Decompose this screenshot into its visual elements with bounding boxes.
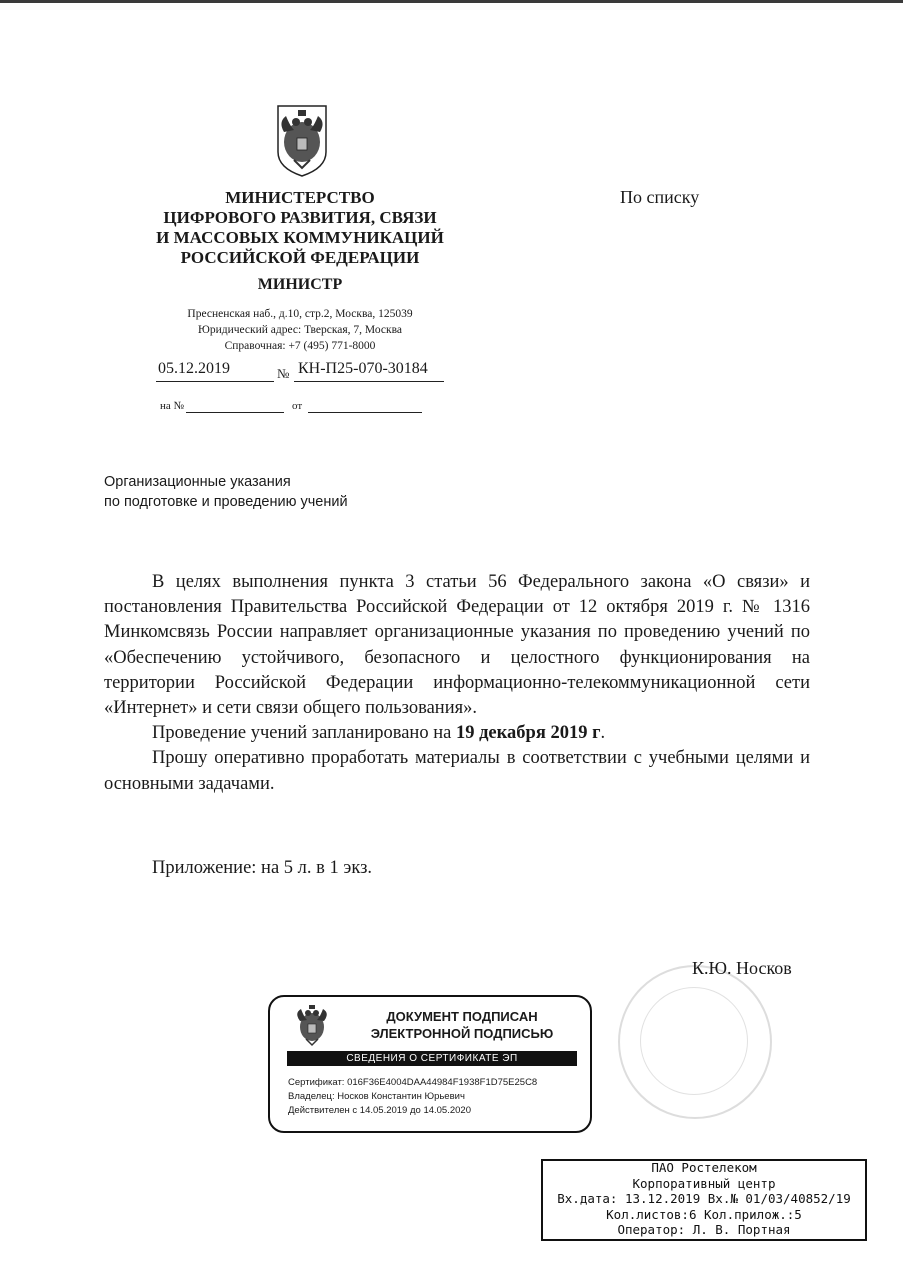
- subject-line: по подготовке и проведению учений: [104, 494, 348, 510]
- body-text-span: Проведение учений запланировано на: [152, 723, 456, 744]
- body-text-span: .: [600, 723, 606, 744]
- stamp-line: Корпоративный центр: [632, 1175, 776, 1191]
- phone-line: Справочная: +7 (495) 771-8000: [224, 340, 376, 352]
- seal-inner-ring: [640, 987, 748, 1095]
- body-paragraph: В целях выполнения пункта 3 статьи 56 Федерального закона «О связи» и постановления Правительства Российской Федерации от 12 октября 2019 г. № 1316 Минкомсвязь России направляет организационные указания по проведению учений по «Обеспечению устойчивого, безопасного и целостного функционирования на территории Российской Федерации информационно-телекоммуникационной сети «Интернет» и сети связи общего пользования».: [104, 572, 810, 719]
- stamp-line: ПАО Ростелеком: [651, 1160, 757, 1175]
- document-date: 05.12.2019: [158, 360, 230, 377]
- reference-date-label: от: [292, 400, 303, 412]
- russian-coat-of-arms-icon: [272, 102, 332, 178]
- stamp-line: Вх.дата: 13.12.2019 Вх.№ 01/03/40852/19: [557, 1191, 851, 1206]
- body-paragraph: [104, 721, 810, 746]
- ministry-line: МИНИСТЕРСТВО: [225, 188, 375, 207]
- document-number: КН-П25-070-30184: [298, 360, 428, 377]
- e-signature-title: [344, 1008, 580, 1042]
- e-signature-title-line: ДОКУМЕНТ ПОДПИСАН: [386, 1009, 538, 1024]
- number-underline: [294, 381, 444, 382]
- subject: [104, 472, 348, 512]
- coat-of-arms-icon: [292, 1003, 332, 1047]
- date-underline: [156, 381, 274, 382]
- stamp-line: Кол.листов:6 Кол.прилож.:5: [606, 1206, 802, 1222]
- position-title: МИНИСТР: [257, 276, 343, 293]
- e-signature-title-line: ЭЛЕКТРОННОЙ ПОДПИСЬЮ: [370, 1026, 554, 1041]
- top-border: [0, 0, 903, 3]
- reference-date-line: [308, 412, 422, 413]
- legal-address-line: Юридический адрес: Тверская, 7, Москва: [198, 324, 402, 336]
- number-sign: №: [277, 366, 290, 381]
- stamp-line: Оператор: Л. В. Портная: [617, 1222, 791, 1237]
- incoming-stamp: [541, 1160, 867, 1238]
- signer-name: К.Ю. Носков: [692, 958, 792, 978]
- certificate-owner: Владелец: Носков Константин Юрьевич: [288, 1091, 465, 1102]
- letter-body: [104, 570, 810, 797]
- certificate-validity: Действителен с 14.05.2019 до 14.05.2020: [288, 1105, 471, 1116]
- address-line: Пресненская наб., д.10, стр.2, Москва, 125039: [187, 308, 413, 320]
- exercise-date: 19 декабря 2019 г: [455, 723, 601, 744]
- body-paragraph: Прошу оперативно проработать материалы в соответствии с учебными целями и основными задачами.: [104, 748, 810, 794]
- certificate-serial: Сертификат: 016F36E4004DAA44984F1938F1D75E25C8: [288, 1077, 538, 1088]
- reference-number-label: на №: [160, 400, 185, 412]
- certificate-info-bar: СВЕДЕНИЯ О СЕРТИФИКАТЕ ЭП: [287, 1051, 577, 1066]
- subject-line: Организационные указания: [104, 474, 291, 490]
- attachment-note: Приложение: на 5 л. в 1 экз.: [152, 858, 373, 878]
- recipient: По списку: [620, 187, 700, 207]
- ministry-line: РОССИЙСКОЙ ФЕДЕРАЦИИ: [180, 248, 420, 267]
- ministry-line: ЦИФРОВОГО РАЗВИТИЯ, СВЯЗИ: [163, 208, 437, 227]
- ministry-name: [140, 188, 460, 268]
- ministry-line: И МАССОВЫХ КОММУНИКАЦИЙ: [156, 228, 444, 247]
- reference-number-line: [186, 412, 284, 413]
